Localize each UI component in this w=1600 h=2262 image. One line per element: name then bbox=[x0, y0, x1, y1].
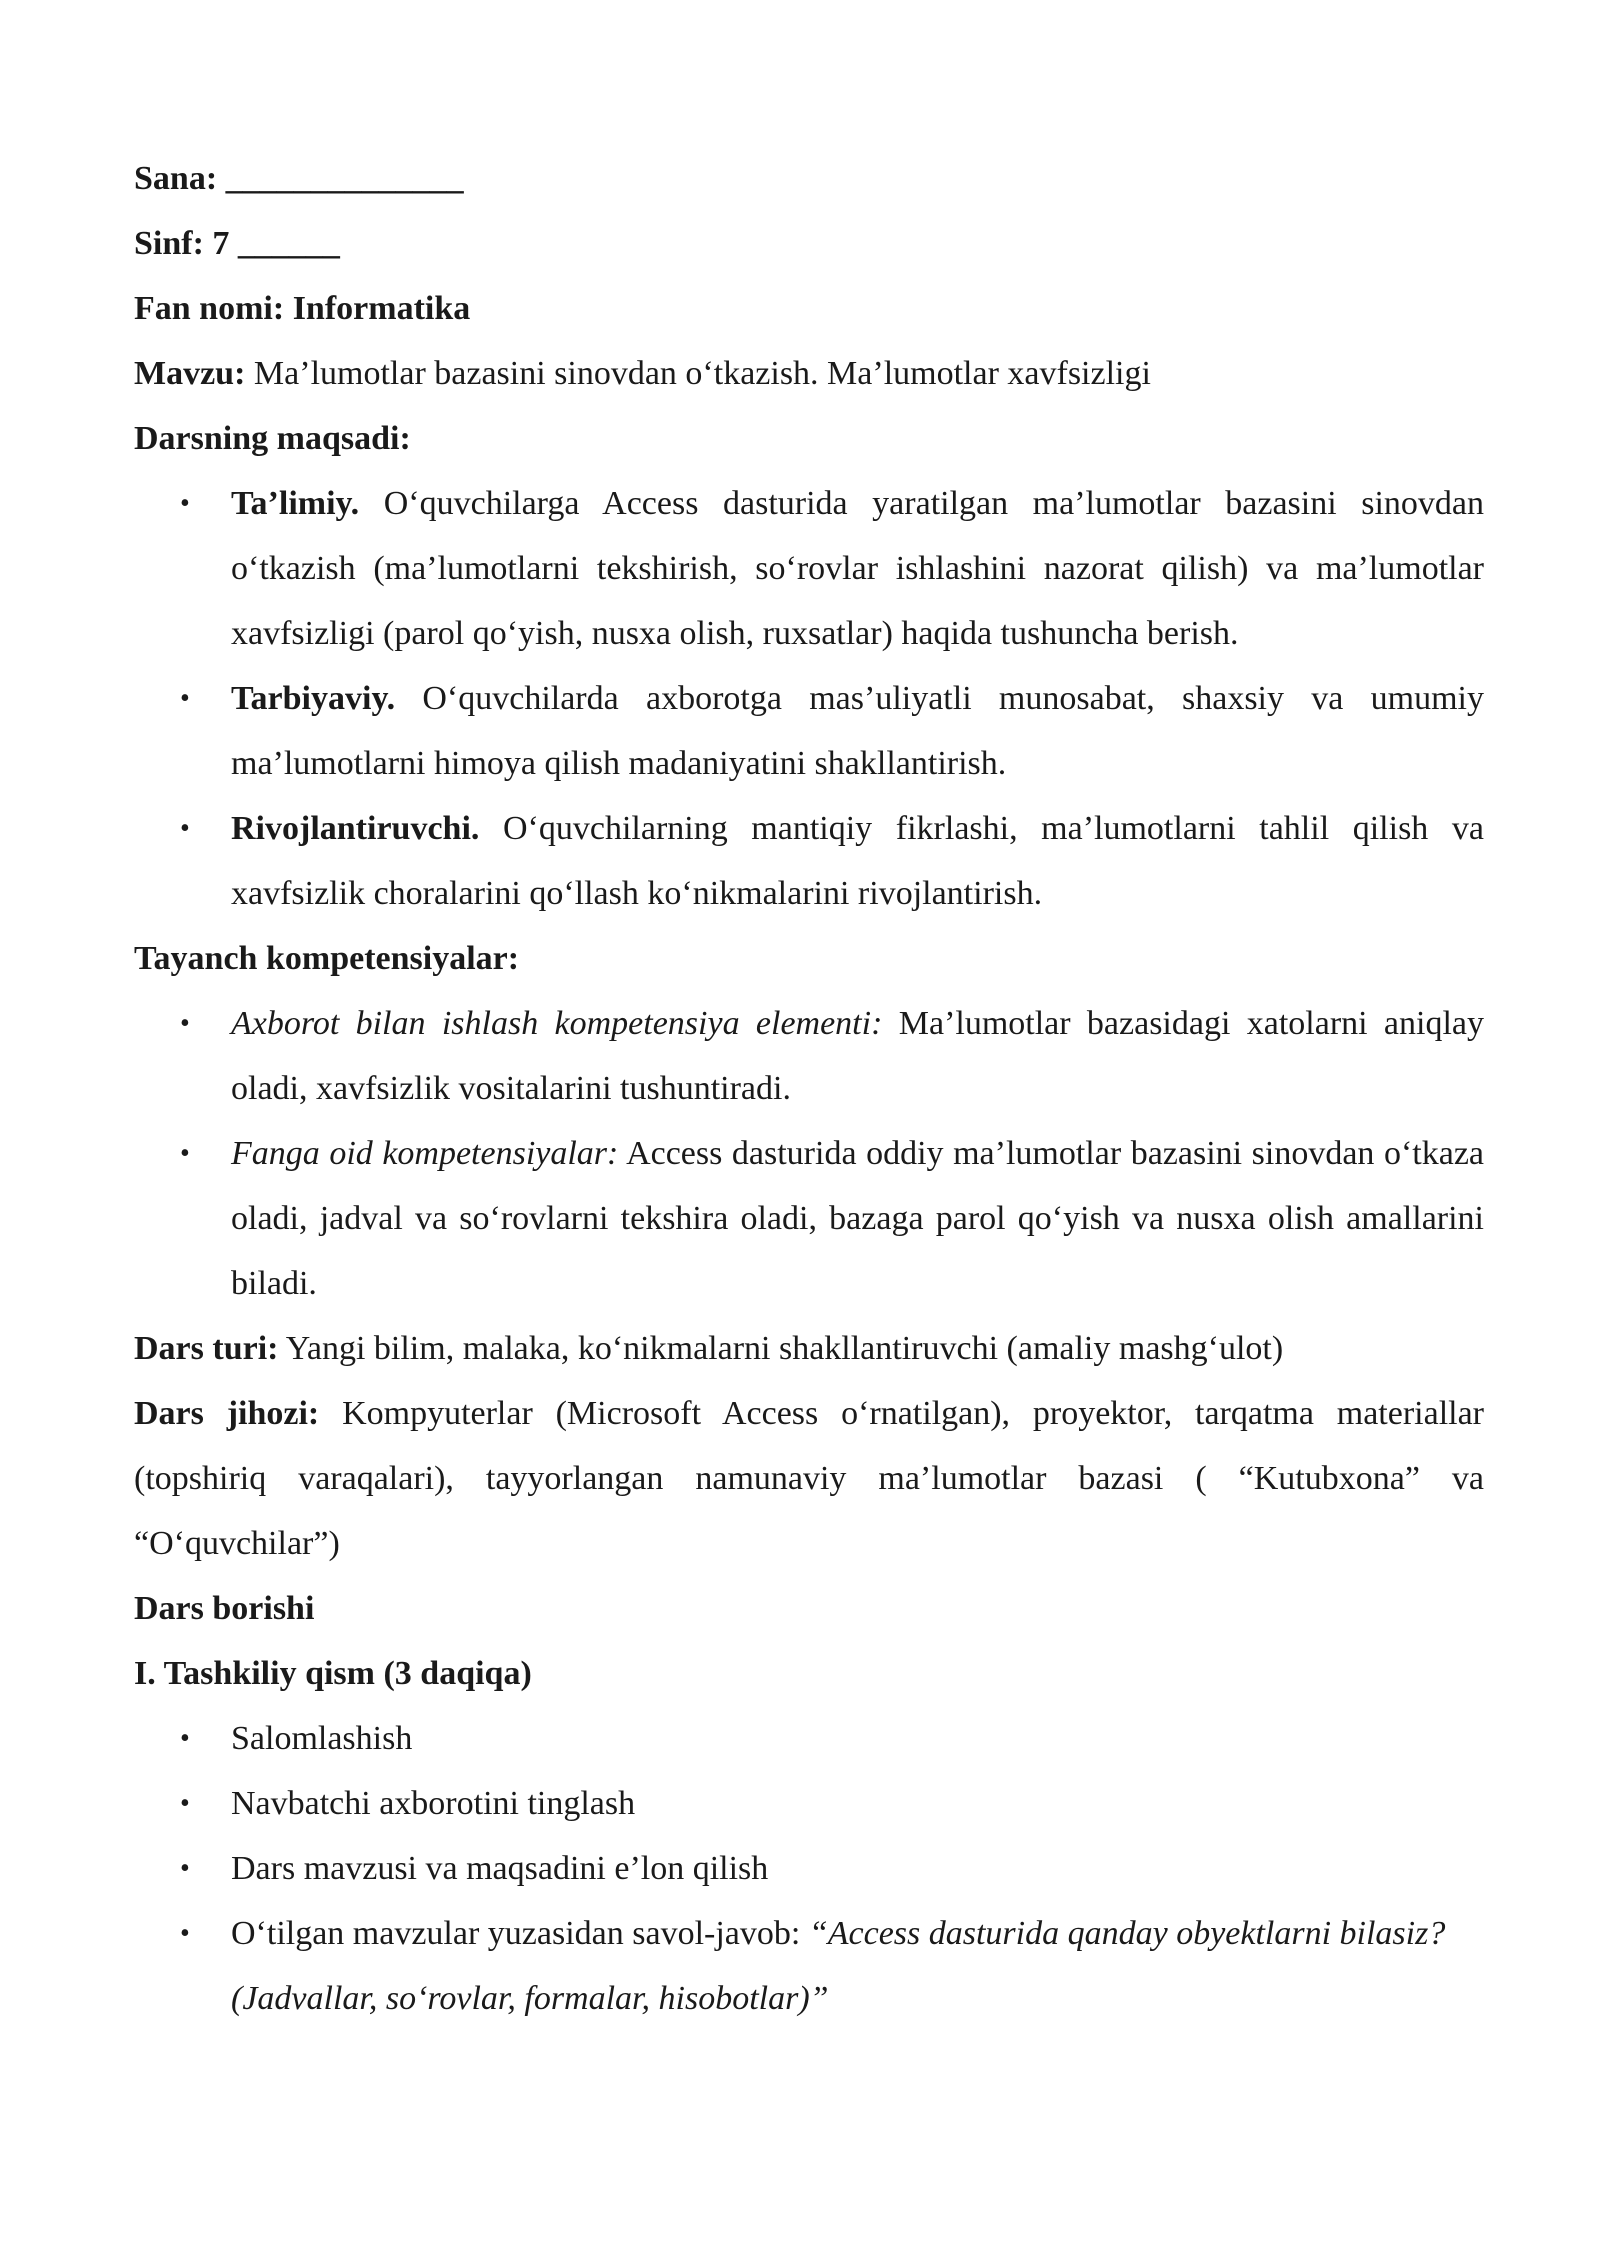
mavzu-line bbox=[134, 341, 1484, 406]
list-item-text: Access dasturida oddiy ma’lumotlar bazasini sinovdan o‘tkaza oladi, jadval va so‘rovlarni tekshira oladi, bazaga parol qo‘yish va nusxa olish amallarini biladi. bbox=[231, 1135, 1485, 1302]
tashkiliy-list bbox=[134, 1706, 1484, 2031]
list-item bbox=[231, 1836, 1484, 1901]
list-item-text: O‘quvchilarda axborotga mas’uliyatli munosabat, shaxsiy va umumiy ma’lumotlarni himoya qilish madaniyatini shakllantirish. bbox=[231, 680, 1484, 782]
dars-turi-label: Dars turi: bbox=[134, 1330, 279, 1367]
sinf-label: Sinf: 7 bbox=[134, 225, 230, 262]
kompetensiya-list bbox=[134, 991, 1484, 1316]
list-item-lead: Axborot bilan ishlash kompetensiya elementi: bbox=[231, 1005, 883, 1042]
list-item bbox=[231, 991, 1484, 1121]
dars-jihozi-label: Dars jihozi: bbox=[134, 1395, 320, 1432]
sana-label: Sana: bbox=[134, 160, 218, 197]
maqsad-heading bbox=[134, 406, 1484, 471]
sana-line bbox=[134, 146, 1484, 211]
list-item-text: Ma’lumotlar bazasidagi xatolarni aniqlay oladi, xavfsizlik vositalarini tushuntiradi. bbox=[231, 1005, 1485, 1107]
sinf-line bbox=[134, 211, 1484, 276]
list-item bbox=[231, 471, 1484, 666]
list-item-text: O‘quvchilarning mantiqiy fikrlashi, ma’lumotlarni tahlil qilish va xavfsizlik choralarini qo‘llash ko‘nikmalarini rivojlantirish. bbox=[231, 810, 1484, 912]
list-item bbox=[231, 666, 1484, 796]
list-item-text: O‘quvchilarga Access dasturida yaratilgan ma’lumotlar bazasini sinovdan o‘tkazish (ma’lumotlarni tekshirish, so‘rovlar ishlashini nazorat qilish) va ma’lumotlar xavfsizligi (parol qo‘yish, nusxa olish, ruxsatlar) haqida tushuncha berish. bbox=[231, 485, 1485, 652]
list-item bbox=[231, 1771, 1484, 1836]
list-item-text: Navbatchi axborotini tinglash bbox=[231, 1785, 636, 1822]
list-item-lead: Tarbiyaviy. bbox=[231, 680, 396, 717]
sinf-blank: ______ bbox=[237, 225, 340, 262]
list-item-lead: Ta’limiy. bbox=[231, 485, 360, 522]
list-item bbox=[231, 1121, 1484, 1316]
dars-turi-value: Yangi bilim, malaka, ko‘nikmalarni shakllantiruvchi (amaliy mashg‘ulot) bbox=[285, 1330, 1284, 1367]
kompetensiya-heading-text: Tayanch kompetensiyalar: bbox=[134, 940, 520, 977]
mavzu-label: Mavzu: bbox=[134, 355, 246, 392]
list-item bbox=[231, 1901, 1484, 2031]
list-item-text: Salomlashish bbox=[231, 1720, 413, 1757]
question-text: “Access dasturida qanday obyektlarni bilasiz? (Jadvallar, so‘rovlar, formalar, hisobotlar)” bbox=[231, 1915, 1446, 2017]
fan-line bbox=[134, 276, 1484, 341]
fan-value: Informatika bbox=[292, 290, 471, 327]
section-title-text: I. Tashkiliy qism (3 daqiqa) bbox=[134, 1655, 532, 1692]
section-title bbox=[134, 1641, 1484, 1706]
fan-label: Fan nomi: bbox=[134, 290, 285, 327]
maqsad-list bbox=[134, 471, 1484, 926]
dars-turi-line bbox=[134, 1316, 1484, 1381]
list-item-lead: Fanga oid kompetensiyalar: bbox=[231, 1135, 619, 1172]
sana-blank: ______________ bbox=[225, 160, 464, 197]
question-prefix: O‘tilgan mavzular yuzasidan savol-javob: bbox=[231, 1915, 801, 1952]
list-item bbox=[231, 796, 1484, 926]
list-item-lead: Rivojlantiruvchi. bbox=[231, 810, 480, 847]
list-item bbox=[231, 1706, 1484, 1771]
maqsad-heading-text: Darsning maqsadi: bbox=[134, 420, 411, 457]
dars-borishi-heading-text: Dars borishi bbox=[134, 1590, 315, 1627]
dars-borishi-heading bbox=[134, 1576, 1484, 1641]
list-item-text: Dars mavzusi va maqsadini e’lon qilish bbox=[231, 1850, 769, 1887]
lesson-plan-page bbox=[134, 146, 1484, 2031]
mavzu-value: Ma’lumotlar bazasini sinovdan o‘tkazish. Ma’lumotlar xavfsizligi bbox=[253, 355, 1151, 392]
kompetensiya-heading bbox=[134, 926, 1484, 991]
dars-jihozi-line bbox=[134, 1381, 1484, 1576]
dars-jihozi-value: Kompyuterlar (Microsoft Access o‘rnatilgan), proyektor, tarqatma materiallar (topshiriq varaqalari), tayyorlangan namunaviy ma’lumotlar bazasi ( “Kutubxona” va “O‘quvchilar”) bbox=[134, 1395, 1484, 1562]
